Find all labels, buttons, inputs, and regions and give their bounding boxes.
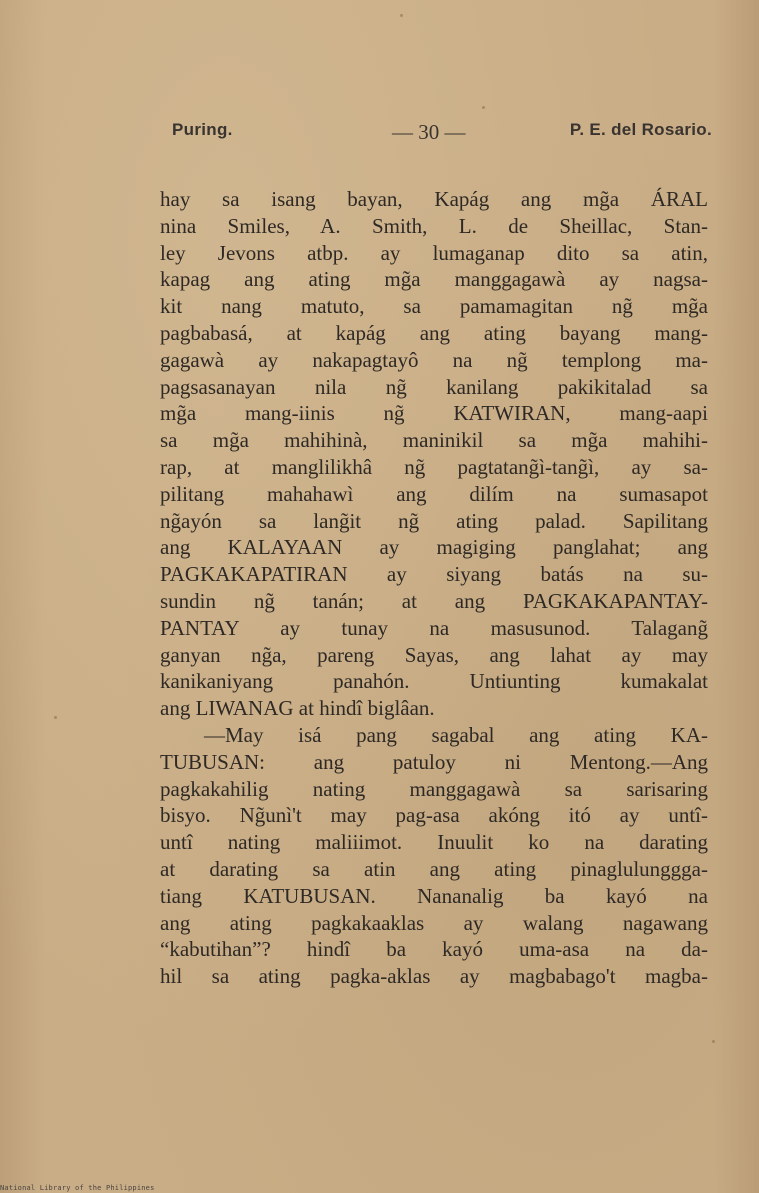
text-line: bisyo. Ng̃unì't may pag-asa akóng itó ay untî- bbox=[160, 803, 708, 828]
text-line: sa mg̃a mahihinà, maninikil sa mg̃a mahihi- bbox=[160, 428, 708, 453]
text-line: pilitang mahahawì ang dilím na sumasapot bbox=[160, 481, 708, 506]
text-line: ang KALAYAAN ay magiging panglahat; ang bbox=[160, 535, 708, 560]
text-line: gagawà ay nakapagtayô na ng̃ templong ma- bbox=[160, 347, 708, 372]
text-line: PAGKAKAPATIRAN ay siyang batás na su- bbox=[160, 562, 708, 587]
paper-speck bbox=[400, 14, 403, 17]
paper-speck bbox=[482, 106, 485, 109]
running-head bbox=[172, 120, 712, 150]
text-line: pagkakahilig nating manggagawà sa sarisaring bbox=[160, 776, 708, 801]
text-line: ang LIWANAG at hindî biglâan. bbox=[160, 696, 435, 721]
text-line: pagsasanayan nila ng̃ kanilang pakikitalad sa bbox=[160, 374, 708, 399]
text-line: nina Smiles, A. Smith, L. de Sheillac, Stan- bbox=[160, 213, 708, 238]
running-head-author: P. E. del Rosario. bbox=[569, 120, 712, 139]
text-line: at darating sa atin ang ating pinaglulunggga- bbox=[160, 856, 708, 881]
text-line: —May isá pang sagabal ang ating KA- bbox=[204, 722, 708, 747]
text-line: ang ating pagkakaaklas ay walang nagawang bbox=[160, 910, 708, 935]
text-line: “kabutihan”? hindî ba kayó uma-asa na da- bbox=[160, 937, 708, 962]
text-line: pagbabasá, at kapág ang ating bayang mang- bbox=[160, 320, 708, 345]
library-watermark: National Library of the Philippines bbox=[0, 1184, 155, 1192]
text-line: tiang KATUBUSAN. Nananalig ba kayó na bbox=[160, 883, 708, 908]
text-line: hil sa ating pagka-aklas ay magbabago't magba- bbox=[160, 964, 708, 989]
body-text bbox=[160, 186, 708, 990]
text-line: sundin ng̃ tanán; at ang PAGKAKAPANTAY- bbox=[160, 588, 708, 613]
text-line: ley Jevons atbp. ay lumaganap dito sa atin, bbox=[160, 240, 708, 265]
paper-speck bbox=[54, 716, 57, 719]
text-line: mg̃a mang-iinis ng̃ KATWIRAN, mang-aapi bbox=[160, 401, 708, 426]
running-head-title: Puring. bbox=[172, 120, 233, 139]
text-line: PANTAY ay tunay na masusunod. Talagang̃ bbox=[160, 615, 708, 640]
page-number: — 30 — bbox=[392, 120, 466, 144]
text-line: kapag ang ating mg̃a manggagawà ay nagsa- bbox=[160, 267, 708, 292]
text-line: ganyan ng̃a, pareng Sayas, ang lahat ay may bbox=[160, 642, 708, 667]
text-line: untî nating maliiimot. Inuulit ko na darating bbox=[160, 830, 708, 855]
text-line: kanikaniyang panahón. Untiunting kumakalat bbox=[160, 669, 708, 694]
paper-speck bbox=[712, 1040, 715, 1043]
text-line: kit nang matuto, sa pamamagitan ng̃ mg̃a bbox=[160, 294, 708, 319]
text-line: rap, at manglilikhâ ng̃ pagtatang̃ì-tang̃ì, ay sa- bbox=[160, 454, 708, 479]
text-line: TUBUSAN: ang patuloy ni Mentong.—Ang bbox=[160, 749, 708, 774]
text-line: hay sa isang bayan, Kapág ang mg̃a ÁRAL bbox=[160, 187, 708, 211]
text-line: ng̃ayón sa lang̃it ng̃ ating palad. Sapilitang bbox=[160, 508, 708, 533]
